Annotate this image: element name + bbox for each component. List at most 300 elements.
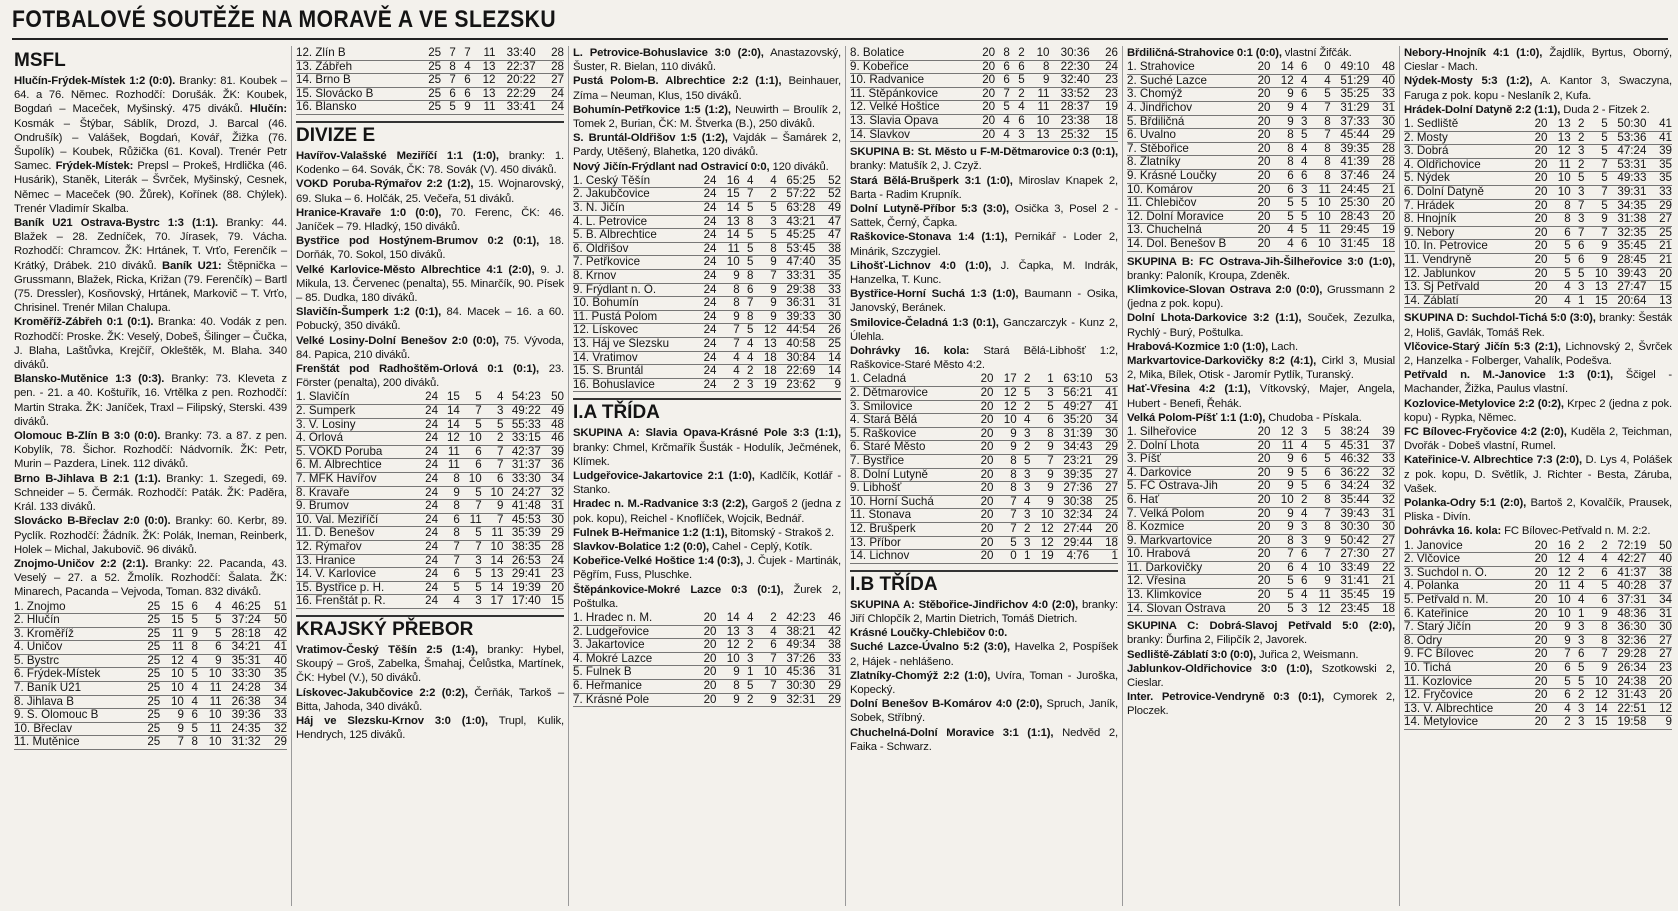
stat-cell: 20	[1527, 702, 1550, 716]
match-lead: SKUPINA B: St. Město u F-M-Dětmarovice 0:3 (0:1),	[850, 146, 1118, 159]
match-details: Cymorek 2, Ploczek.	[1127, 691, 1395, 718]
stat-cell: 20	[973, 468, 996, 482]
team-cell: 4. Darkovice	[1127, 466, 1250, 480]
match-details: Kosmák – Štýbar, Sáblík, Drozd, J. Barcal (46. Ondrušík) – Valášek, Bogdań, Kovář, Žižka (76. Šupolík) – Koubek, Růžička (61. Koval). Trenér Petr Samec.	[14, 117, 287, 173]
match-details: Kadlčík, Kotlář - Stanko.	[573, 469, 841, 497]
stat-cell: 4	[719, 365, 742, 379]
points-cell: 33	[1653, 185, 1672, 199]
stat-cell: 7	[1311, 129, 1334, 143]
stat-cell: 25	[419, 74, 444, 88]
team-cell: 5. FC Ostrava-Jih	[1127, 480, 1250, 494]
stat-cell: 20	[973, 101, 998, 115]
match-report	[850, 145, 1118, 173]
standings-table	[1404, 118, 1672, 308]
stat-cell: 5	[1273, 210, 1296, 224]
score-cell: 45:25	[780, 229, 822, 243]
score-cell: 33:30	[506, 472, 546, 486]
match-report	[296, 234, 564, 262]
score-cell: 42:37	[506, 445, 546, 459]
team-cell: 11. Štěpánkovice	[850, 87, 973, 101]
table-row	[573, 365, 841, 379]
score-cell: 28:45	[1611, 253, 1653, 267]
stat-cell: 8	[1311, 142, 1334, 156]
score-cell: 31:37	[506, 459, 546, 473]
points-cell: 27	[544, 74, 564, 88]
team-cell: 3. V. Losiny	[296, 418, 419, 432]
match-details: Vítkovský, Majer, Angela, Hubert - Benefi, Řehák.	[1127, 383, 1395, 410]
score-cell: 29:45	[1334, 224, 1376, 238]
match-lead: SKUPINA A: Slavia Opava-Krásné Pole 3:3 (1:1),	[573, 427, 841, 440]
match-details: Ščigel - Machander, Žižka, Paulus vlastní.	[1404, 369, 1672, 396]
points-cell: 33	[822, 283, 841, 297]
score-cell: 33:31	[780, 269, 822, 283]
team-cell: 2. Dětmarovice	[850, 387, 973, 401]
column-4	[845, 46, 1122, 906]
table-row	[573, 639, 841, 653]
match-report	[296, 686, 564, 714]
match-lead: Chuchelná-Dolní Moravice 3:1 (1:1),	[850, 726, 1054, 739]
stat-cell: 11	[201, 695, 225, 709]
stat-cell: 4	[998, 114, 1013, 128]
stat-cell: 10	[1588, 675, 1611, 689]
stat-cell: 3	[463, 554, 485, 568]
match-lead: VOKD Poruba-Rýmařov 2:2 (1:2),	[296, 178, 474, 191]
team-cell: 1. Hradec n. M.	[573, 612, 696, 625]
stat-cell: 20	[1250, 224, 1273, 238]
stat-cell: 8	[1311, 169, 1334, 183]
team-cell: 2. Vlčovice	[1404, 553, 1527, 567]
points-cell: 52	[822, 188, 841, 202]
points-cell: 33	[822, 652, 841, 666]
column-1	[14, 46, 291, 906]
stat-cell: 5	[757, 229, 780, 243]
score-cell: 22:37	[498, 60, 543, 74]
table-row	[850, 495, 1118, 509]
stat-cell: 15	[1588, 294, 1611, 308]
stat-cell: 5	[743, 202, 757, 216]
points-cell: 41	[268, 641, 287, 655]
table-row	[573, 242, 841, 256]
stat-cell: 8	[1550, 213, 1573, 227]
stat-cell: 9	[1550, 634, 1573, 648]
points-cell: 31	[822, 666, 841, 680]
team-cell: 10. Tichá	[1404, 661, 1527, 675]
match-lead: Vlčovice-Starý Jičín 5:3 (2:1),	[1404, 340, 1561, 353]
match-report	[573, 469, 841, 497]
stat-cell: 6	[1273, 561, 1296, 575]
team-cell: 9. Krásné Loučky	[1127, 169, 1250, 183]
stat-cell: 2	[1574, 158, 1588, 172]
table-row	[573, 229, 841, 243]
standings-table	[573, 612, 841, 707]
stat-cell: 8	[1311, 156, 1334, 170]
stat-cell: 5	[1588, 199, 1611, 213]
stat-cell: 4	[1574, 553, 1588, 567]
points-cell: 40	[1376, 74, 1395, 88]
stat-cell: 8	[719, 283, 742, 297]
match-lead: Dolní Lhota-Darkovice 3:2 (1:1),	[1127, 312, 1302, 325]
stat-cell: 5	[743, 229, 757, 243]
match-details: Havelka 2, Pospíšek 2, Hájek - nehlášeno.	[850, 641, 1119, 668]
score-cell: 47:40	[780, 256, 822, 270]
team-cell: 3. Smilovice	[850, 400, 973, 414]
score-cell: 19:39	[506, 581, 546, 595]
table-row	[14, 627, 287, 641]
match-report	[1127, 648, 1395, 662]
match-lead: Klimkovice-Slovan Ostrava 2:0 (0:0),	[1127, 283, 1323, 296]
match-details: 84. Macek – 16. a 60. Pobucký, 350 diváků.	[296, 306, 564, 333]
points-cell: 22	[1376, 561, 1395, 575]
stat-cell: 25	[140, 695, 164, 709]
points-cell: 18	[1376, 237, 1395, 251]
team-cell: 11. Kozlovice	[1404, 675, 1527, 689]
points-cell: 20	[1653, 689, 1672, 703]
stat-cell: 7	[163, 736, 187, 750]
stat-cell: 7	[1273, 548, 1296, 562]
match-report	[573, 46, 841, 74]
table-row	[573, 202, 841, 216]
match-lead: Bystřice pod Hostýnem-Brumov 0:2 (0:1),	[296, 235, 540, 248]
score-cell: 35:31	[225, 654, 268, 668]
stat-cell: 6	[441, 513, 463, 527]
points-cell: 30	[1099, 427, 1118, 441]
team-cell: 5. Bystrc	[14, 654, 140, 668]
match-details: Beinhauer, Zíma – Neuman, Klus, 150 diváků.	[573, 75, 841, 102]
score-cell: 23:45	[1334, 602, 1376, 616]
stat-cell: 3	[1013, 128, 1028, 142]
team-cell: 14. Slavkov	[850, 128, 973, 142]
team-cell: 1. Šilheřovice	[1127, 426, 1250, 439]
match-report	[14, 315, 287, 372]
stat-cell: 7	[743, 188, 757, 202]
stat-cell: 24	[696, 283, 719, 297]
team-cell: 14. Metylovice	[1404, 716, 1527, 730]
table-row	[850, 509, 1118, 523]
team-cell: 10. Břeclav	[14, 722, 140, 736]
stat-cell: 14	[441, 418, 463, 432]
team-cell: 11. Mutěnice	[14, 736, 140, 750]
team-cell: 9. Kobeřice	[850, 60, 973, 74]
team-cell: 7. Velká Polom	[1127, 507, 1250, 521]
match-report	[14, 472, 287, 515]
team-cell: 10. Bohumín	[573, 297, 696, 311]
stat-cell: 6	[1013, 60, 1028, 74]
stat-cell: 13	[719, 215, 742, 229]
table-row	[1404, 661, 1672, 675]
stat-cell: 10	[163, 682, 187, 696]
table-row	[850, 387, 1118, 401]
team-cell: 15. S. Bruntál	[573, 365, 696, 379]
team-cell: 14. Vratimov	[573, 351, 696, 365]
score-cell: 30:84	[780, 351, 822, 365]
stat-cell: 4	[1550, 702, 1573, 716]
stat-cell: 5	[1034, 400, 1057, 414]
match-report	[14, 372, 287, 429]
score-cell: 65:25	[780, 175, 822, 188]
table-row	[296, 527, 564, 541]
stat-cell: 2	[1550, 716, 1573, 730]
match-lead: Hranice-Kravaře 1:0 (0:0),	[296, 206, 442, 219]
team-cell: 6. Frýdek-Místek	[14, 668, 140, 682]
stat-cell: 14	[719, 229, 742, 243]
score-cell: 24:38	[1611, 675, 1653, 689]
team-cell: 8. Bolatice	[850, 47, 973, 60]
stat-cell: 20	[1527, 131, 1550, 145]
stat-cell: 10	[996, 414, 1019, 428]
match-report	[573, 160, 841, 174]
team-cell: 2. Suché Lazce	[1127, 74, 1250, 88]
team-cell: 13. Příbor	[850, 536, 973, 550]
stat-cell: 6	[1297, 237, 1311, 251]
team-cell: 3. Jakartovice	[573, 639, 696, 653]
match-lead: Suché Lazce-Úvalno 5:2 (3:0),	[850, 641, 1010, 654]
stat-cell: 2	[1574, 131, 1588, 145]
stat-cell: 20	[1250, 534, 1273, 548]
stat-cell: 7	[996, 522, 1019, 536]
stat-cell: 10	[1550, 185, 1573, 199]
stat-cell: 20	[1527, 240, 1550, 254]
match-report	[14, 74, 287, 216]
match-details: 70. Ferenc, ČK: 46. Janíček – 79. Hladký, 150 diváků.	[296, 206, 565, 233]
match-details: Pernikář - Loder 2, Minárik, Szczygiel.	[850, 231, 1118, 258]
match-report	[296, 149, 564, 177]
match-details: Branky: 60. Kerbr, 89. Pyclík. Rozhodčí: Žádník. ŽK: Polák, Ineman, Reinberk, Holek – Michal, Jakubovič. 96 diváků.	[14, 515, 288, 556]
score-cell: 28:18	[225, 627, 268, 641]
stat-cell: 3	[1297, 183, 1311, 197]
stat-cell: 5	[463, 391, 485, 404]
table-row	[573, 625, 841, 639]
match-lead: Brno B-Jihlava B 2:1 (1:1).	[14, 472, 161, 485]
stat-cell: 12	[1550, 566, 1573, 580]
match-lead: Frenštát pod Radhoštěm-Orlová 0:1 (0:1),	[296, 363, 540, 376]
stat-cell: 9	[1028, 74, 1053, 88]
stat-cell: 7	[719, 324, 742, 338]
stat-cell: 5	[1574, 675, 1588, 689]
stat-cell: 20	[1250, 589, 1273, 603]
team-cell: 5. VOKD Poruba	[296, 445, 419, 459]
stat-cell: 2	[1574, 118, 1588, 131]
match-lead: Kroměříž-Zábřeh 0:1 (0:1).	[14, 316, 154, 329]
match-details: Uvíra, Toman - Juroška, Kopecký.	[850, 669, 1118, 696]
score-cell: 23:62	[780, 378, 822, 392]
stat-cell: 15	[719, 188, 742, 202]
stat-cell: 11	[441, 445, 463, 459]
stat-cell: 20	[973, 414, 996, 428]
stat-cell: 0	[1311, 61, 1334, 74]
points-cell: 42	[822, 625, 841, 639]
table-row	[1404, 648, 1672, 662]
score-cell: 33:30	[225, 668, 268, 682]
match-lead: Jablunkov-Oldřichovice 3:0 (1:0),	[1127, 662, 1313, 675]
points-cell: 28	[546, 540, 564, 554]
stat-cell: 20	[1250, 548, 1273, 562]
table-row	[296, 500, 564, 514]
column-6	[1399, 46, 1676, 906]
points-cell: 18	[1098, 114, 1118, 128]
stat-cell: 11	[201, 722, 225, 736]
team-cell: 4. Oldřichovice	[1404, 158, 1527, 172]
stat-cell: 5	[998, 101, 1013, 115]
match-report	[850, 259, 1118, 287]
points-cell: 30	[1376, 521, 1395, 535]
stat-cell: 10	[1311, 210, 1334, 224]
score-cell: 49:27	[1057, 400, 1099, 414]
stat-cell: 24	[696, 378, 719, 392]
match-details: Kuděla 2, Teichman, Dvořák - Dobeš vlastní, Rumel.	[1404, 425, 1673, 453]
stat-cell: 14	[719, 202, 742, 216]
stat-cell: 9	[1311, 534, 1334, 548]
match-lead: SKUPINA C: Dobrá-Slavoj Petřvald 5:0 (2:0),	[1127, 620, 1395, 633]
stat-cell: 24	[419, 568, 441, 582]
points-cell: 23	[546, 568, 564, 582]
stat-cell: 6	[1311, 466, 1334, 480]
stat-cell: 24	[696, 269, 719, 283]
stat-cell: 5	[1273, 575, 1296, 589]
stat-cell: 5	[463, 418, 485, 432]
points-cell: 30	[1653, 621, 1672, 635]
table-row	[296, 445, 564, 459]
points-cell: 41	[1099, 387, 1118, 401]
stat-cell: 25	[419, 47, 444, 60]
team-cell: 10. Horní Suchá	[850, 495, 973, 509]
score-cell: 26:38	[225, 695, 268, 709]
stat-cell: 20	[1527, 253, 1550, 267]
stat-cell: 20	[1527, 199, 1550, 213]
stat-cell: 9	[757, 256, 780, 270]
stat-cell: 6	[1550, 661, 1573, 675]
stat-cell: 20	[1250, 480, 1273, 494]
stat-cell: 3	[1574, 702, 1588, 716]
team-cell: 8. Hnojník	[1404, 213, 1527, 227]
team-cell: 6. Úvalno	[1127, 129, 1250, 143]
stat-cell: 10	[1550, 607, 1573, 621]
match-report	[850, 174, 1118, 202]
score-cell: 29:41	[506, 568, 546, 582]
points-cell: 24	[544, 101, 564, 115]
stat-cell: 4	[1550, 294, 1573, 308]
table-row	[14, 614, 287, 628]
stat-cell: 24	[419, 405, 441, 419]
stat-cell: 20	[1527, 540, 1550, 553]
score-cell: 19:58	[1611, 716, 1653, 730]
stat-cell: 9	[1034, 482, 1057, 496]
match-lead: SKUPINA D: Suchdol-Tichá 5:0 (3:0),	[1404, 312, 1596, 325]
match-report	[1404, 46, 1672, 74]
score-cell: 34:21	[225, 641, 268, 655]
table-row	[850, 536, 1118, 550]
stat-cell: 9	[1273, 115, 1296, 129]
match-report	[1404, 453, 1672, 496]
stat-cell: 20	[1527, 566, 1550, 580]
stat-cell: 8	[1550, 199, 1573, 213]
stat-cell: 20	[973, 47, 998, 60]
score-cell: 72:19	[1611, 540, 1653, 553]
standings-table	[296, 47, 564, 115]
stat-cell: 7	[1588, 185, 1611, 199]
stat-cell: 5	[187, 614, 201, 628]
stat-cell: 17	[996, 373, 1019, 386]
stat-cell: 11	[1311, 589, 1334, 603]
stat-cell: 8	[441, 527, 463, 541]
stat-cell: 11	[1311, 224, 1334, 238]
score-cell: 23:38	[1052, 114, 1097, 128]
stat-cell: 7	[757, 269, 780, 283]
points-cell: 20	[1653, 675, 1672, 689]
stat-cell: 24	[696, 188, 719, 202]
table-row	[14, 722, 287, 736]
match-lead: Dolní Lutyně-Příbor 5:3 (3:0),	[850, 202, 1009, 215]
stat-cell: 4	[743, 351, 757, 365]
match-lead: Inter. Petrovice-Vendryně 0:3 (0:1),	[1127, 691, 1325, 704]
match-lead: Kateřinice-V. Albrechtice 7:3 (2:0),	[1404, 454, 1583, 467]
score-cell: 51:29	[1334, 74, 1376, 88]
stat-cell: 6	[485, 472, 507, 486]
stat-cell: 7	[485, 513, 507, 527]
stat-cell: 20	[1527, 158, 1550, 172]
match-details: Grussmann 2 (jedna z pok. kopu).	[1127, 283, 1395, 311]
points-cell: 33	[1376, 88, 1395, 102]
stat-cell: 20	[1250, 439, 1273, 453]
stat-cell: 25	[419, 101, 444, 115]
table-row	[850, 60, 1118, 74]
points-cell: 29	[1099, 454, 1118, 468]
points-cell: 32	[1376, 480, 1395, 494]
match-details: J. Čapka, M. Indrák, Hanzelka, T. Kunc.	[850, 259, 1118, 286]
stat-cell: 4	[1273, 224, 1296, 238]
stat-cell: 20	[1250, 507, 1273, 521]
table-row	[14, 601, 287, 614]
score-cell: 30:30	[780, 679, 822, 693]
team-cell: 3. N. Jičín	[573, 202, 696, 216]
table-row	[14, 654, 287, 668]
score-cell: 37:24	[225, 614, 268, 628]
stat-cell: 5	[187, 668, 201, 682]
team-cell: 14. V. Karlovice	[296, 568, 419, 582]
stat-cell: 7	[1311, 101, 1334, 115]
stat-cell: 11	[485, 527, 507, 541]
stat-cell: 24	[419, 472, 441, 486]
points-cell: 19	[1376, 589, 1395, 603]
match-details: Cirkl 3, Musial 2, Mika, Bílek, Otisk - Jaromír Pytlík, Turanský.	[1127, 354, 1396, 382]
team-cell: 9. Frýdlant n. O.	[573, 283, 696, 297]
stat-cell: 7	[441, 554, 463, 568]
column-2	[291, 46, 568, 906]
points-cell: 25	[1099, 495, 1118, 509]
team-cell: 11. D. Benešov	[296, 527, 419, 541]
stat-cell: 6	[463, 459, 485, 473]
points-cell: 27	[1653, 648, 1672, 662]
table-row	[296, 513, 564, 527]
match-report	[296, 362, 564, 390]
stat-cell: 20	[1250, 602, 1273, 616]
stat-cell: 16	[1550, 540, 1573, 553]
match-lead: S. Bruntál-Oldřišov 1:5 (1:2),	[573, 132, 728, 145]
table-row	[573, 351, 841, 365]
stat-cell: 20	[973, 87, 998, 101]
stat-cell: 20	[1250, 142, 1273, 156]
stat-cell: 10	[1028, 47, 1053, 60]
points-cell: 30	[822, 310, 841, 324]
stat-cell: 13	[485, 568, 507, 582]
stat-cell: 5	[463, 568, 485, 582]
score-cell: 55:33	[506, 418, 546, 432]
stat-cell: 10	[1034, 509, 1057, 523]
table-row	[1404, 621, 1672, 635]
stat-cell: 5	[463, 527, 485, 541]
stat-cell: 5	[996, 536, 1019, 550]
stat-cell: 7	[485, 459, 507, 473]
points-cell: 47	[822, 229, 841, 243]
